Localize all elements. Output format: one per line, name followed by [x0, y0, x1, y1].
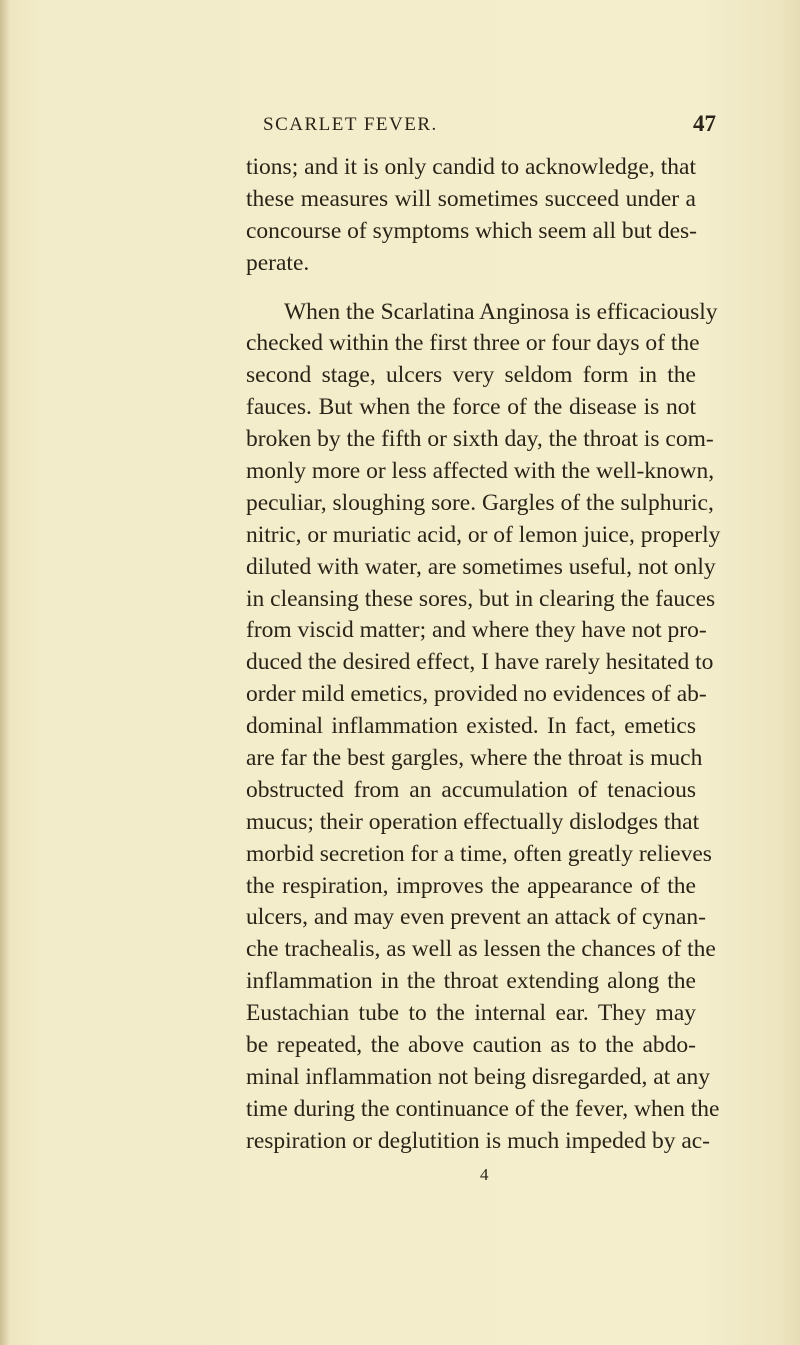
text-line: perate. — [246, 249, 310, 276]
signature-mark: 4 — [480, 1165, 489, 1184]
text-line: mucus; their operation effectually dislodges that — [246, 808, 700, 835]
text-line: respiration or deglutition is much impeded by ac- — [246, 1127, 711, 1154]
text-line: from viscid matter; and where they have not pro- — [246, 617, 707, 644]
text-line: duced the desired effect, I have rarely hesitated to — [246, 649, 714, 676]
running-head: SCARLET FEVER. — [263, 114, 438, 135]
text-line: diluted with water, are sometimes useful, not only — [246, 553, 716, 580]
text-line: the respiration, improves the appearance of the — [246, 872, 696, 899]
text-line: concourse of symptoms which seem all but des- — [246, 217, 697, 244]
text-line: time during the continuance of the fever, when the — [246, 1095, 720, 1122]
text-line: are far the best gargles, where the throat is much — [246, 745, 703, 772]
text-line: inflammation in the throat extending along the — [246, 968, 696, 995]
text-line: tions; and it is only candid to acknowledge, that — [246, 154, 696, 180]
text-line: nitric, or muriatic acid, or of lemon juice, properly — [246, 521, 721, 548]
text-line: these measures will sometimes succeed under a — [246, 185, 696, 212]
text-line: be repeated, the above caution as to the abdo- — [246, 1032, 696, 1059]
text-line: ulcers, and may even prevent an attack of cynan- — [246, 904, 706, 931]
text-line: broken by the fifth or sixth day, the throat is com- — [246, 426, 714, 453]
text-line: dominal inflammation existed. In fact, emetics — [246, 713, 696, 740]
text-line: minal inflammation not being disregarded, at any — [246, 1063, 710, 1090]
page-gutter-shadow — [0, 0, 10, 1345]
page-header — [0, 110, 800, 140]
text-line: fauces. But when the force of the disease is not — [246, 394, 696, 421]
text-line: che trachealis, as well as lessen the chances of the — [246, 936, 716, 963]
text-line: order mild emetics, provided no evidences of ab- — [246, 681, 707, 708]
text-line: peculiar, sloughing sore. Gargles of the sulphuric, — [246, 489, 714, 516]
text-line: in cleansing these sores, but in clearing the fauces — [246, 585, 716, 612]
text-line: morbid secretion for a time, often greatly relieves — [246, 840, 712, 867]
text-line: checked within the first three or four days of the — [246, 330, 700, 357]
text-line: obstructed from an accumulation of tenacious — [246, 776, 696, 803]
text-line: Eustachian tube to the internal ear. They may — [246, 1000, 696, 1027]
page-number: 47 — [693, 111, 716, 136]
text-line: monly more or less affected with the well-known, — [246, 458, 715, 485]
body-text — [246, 152, 721, 1158]
text-line: When the Scarlatina Anginosa is efficaciously — [284, 298, 718, 325]
text-line: second stage, ulcers very seldom form in the — [246, 362, 696, 389]
paragraph-gap — [246, 280, 696, 297]
